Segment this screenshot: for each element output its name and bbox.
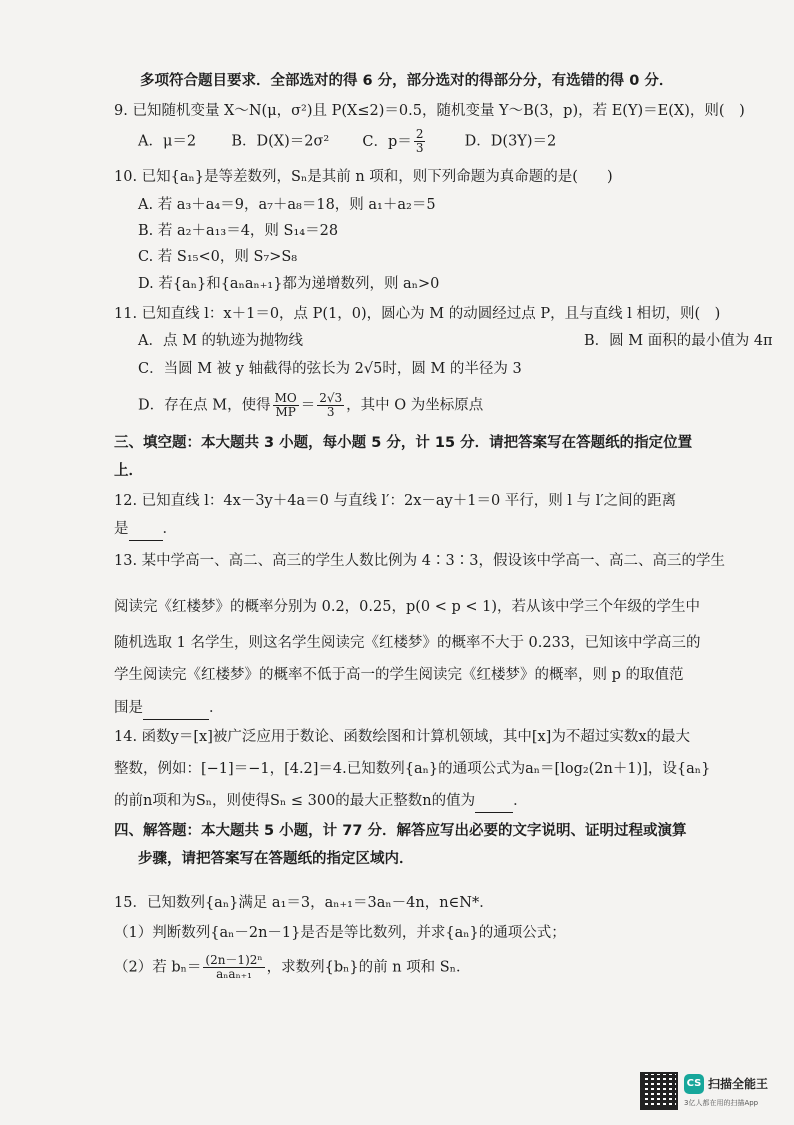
multi-choice-instructions: 多项符合题目要求．全部选对的得 6 分，部分选对的得部分分，有选错的得 0 分．	[140, 73, 674, 89]
q13-line-2: 阅读完《红楼梦》的概率分别为 0.2，0.25，p(0 < p < 1)，若从该中学三个年级的学生中	[114, 599, 701, 615]
q13-line-5: 围是 ．	[114, 697, 734, 720]
q13-answer-blank	[143, 697, 209, 720]
q12-answer-blank	[129, 518, 163, 541]
q15-part-2: （2）若 bₙ＝ $\frac{\text{(2n－1)2ⁿ}}{\text{aₙaₙ₊₁}}$ ，求数列{bₙ}的前 n 项和 Sₙ．	[114, 953, 471, 981]
q9-stem: 9. 已知随机变量 X～N(μ，σ²)且 P(X≤2)＝0.5，随机变量 Y～B(3，p)，若 E(Y)＝E(X)，则( )	[114, 103, 745, 119]
q13-line-1: 13. 某中学高一、高二、高三的学生人数比例为 4∶3∶3，假设该中学高一、高二、高三的学生	[114, 553, 725, 569]
q12-line-1: 12. 已知直线 l：4x－3y＋4a＝0 与直线 l′：2x－ay＋1＝0 平行，则 l 与 l′之间的距离	[114, 493, 677, 509]
q11-option-d: D．存在点 M，使得 $\frac{MO}{MP}$ ＝ $\frac{2√3}{3}$ ，其中 O 为坐标原点	[138, 391, 484, 419]
q13-line-3: 随机选取 1 名学生，则这名学生阅读完《红楼梦》的概率不大于 0.233，已知该中学高三的	[114, 635, 701, 651]
q14-line-1: 14. 函数y＝[x]被广泛应用于数论、函数绘图和计算机领域，其中[x]为不超过实数x的最大	[114, 729, 691, 745]
section-3-heading-cont: 上．	[114, 463, 143, 479]
q14-line-2: 整数，例如：[−1]＝−1，[4.2]＝4.已知数列{aₙ}的通项公式为aₙ＝[log₂(2n＋1)]，设{aₙ}	[114, 761, 711, 777]
camscanner-logo-icon: CS	[684, 1074, 704, 1094]
section-4-heading-cont: 步骤，请把答案写在答题纸的指定区域内．	[138, 851, 414, 867]
q15-part-1: （1）判断数列{aₙ－2n－1}是否是等比数列，并求{aₙ}的通项公式；	[114, 925, 566, 941]
q9-option-b: B．D(X)＝2σ²	[231, 133, 330, 150]
q10-option-a: A. 若 a₃＋a₄＝9，a₇＋a₈＝18，则 a₁＋a₂＝5	[138, 197, 436, 213]
q10-stem: 10. 已知{aₙ}是等差数列，Sₙ是其前 n 项和，则下列命题为真命题的是( )	[114, 169, 613, 185]
q11-option-a: A．点 M 的轨迹为抛物线	[138, 333, 304, 349]
q14-answer-blank	[475, 790, 513, 813]
q9-options	[138, 128, 734, 155]
q9-option-a: A．μ＝2	[138, 133, 197, 150]
scanner-app-name: 扫描全能王	[708, 1077, 769, 1091]
q10-option-b: B. 若 a₂＋a₁₃＝4，则 S₁₄＝28	[138, 223, 339, 239]
qr-code-icon	[640, 1072, 678, 1110]
q9-option-c: C．p＝ $\frac{2}{3}$	[362, 127, 424, 155]
scanner-watermark	[640, 1072, 790, 1112]
section-4-heading: 四、解答题：本大题共 5 小题，计 77 分．解答应写出必要的文字说明、证明过程或演算	[114, 823, 687, 839]
scanner-app-tagline: 3亿人都在用的扫描App	[684, 1099, 759, 1107]
q9-option-d: D．D(3Y)＝2	[464, 133, 557, 150]
q11-options-ab	[138, 330, 773, 352]
q13-line-4: 学生阅读完《红楼梦》的概率不低于高一的学生阅读完《红楼梦》的概率，则 p 的取值范	[114, 667, 684, 683]
q10-option-c: C. 若 S₁₅<0，则 S₇>S₈	[138, 249, 298, 265]
section-3-heading: 三、填空题：本大题共 3 小题，每小题 5 分，计 15 分．请把答案写在答题纸的指定位置	[114, 435, 693, 451]
q15-stem: 15．已知数列{aₙ}满足 a₁＝3，aₙ₊₁＝3aₙ－4n，n∈N*．	[114, 895, 494, 911]
q10-option-d: D. 若{aₙ}和{aₙaₙ₊₁}都为递增数列，则 aₙ>0	[138, 276, 440, 292]
q12-line-2: 是 ．	[114, 518, 734, 541]
q11-option-c: C．当圆 M 被 y 轴截得的弦长为 2√5时，圆 M 的半径为 3	[138, 361, 522, 377]
q14-line-3: 的前n项和为Sₙ，则使得Sₙ ≤ 300的最大正整数n的值为 ．	[114, 790, 734, 813]
q11-option-b: B．圆 M 面积的最小值为 4π	[584, 333, 773, 349]
q11-stem: 11. 已知直线 l：x＋1＝0，点 P(1，0)，圆心为 M 的动圆经过点 P，且与直线 l 相切，则( )	[114, 306, 721, 322]
